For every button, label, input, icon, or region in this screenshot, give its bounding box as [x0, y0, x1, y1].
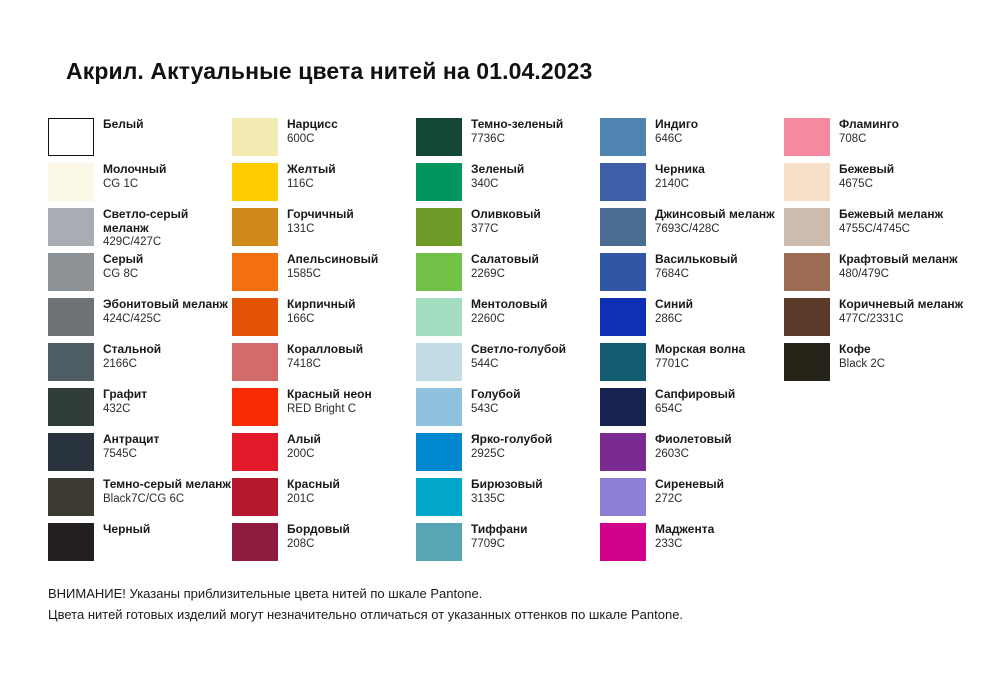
color-name: Черника	[655, 162, 705, 176]
swatch-text	[94, 118, 144, 132]
color-chip[interactable]	[416, 208, 462, 246]
color-name: Молочный	[103, 162, 167, 176]
color-code: CG 8C	[103, 267, 139, 280]
color-name: Коричневый меланж	[839, 297, 964, 311]
swatch-row[interactable]	[600, 118, 784, 163]
color-code: CG 1C	[103, 177, 139, 190]
color-chip[interactable]	[48, 118, 94, 156]
color-name: Красный	[287, 477, 340, 491]
color-chip[interactable]	[784, 163, 830, 201]
swatch-text	[278, 433, 321, 461]
swatch-row[interactable]	[784, 118, 968, 163]
color-code: 7684C	[655, 267, 689, 280]
color-code: 7709C	[471, 537, 505, 550]
color-name: Графит	[103, 387, 148, 401]
color-code: 544C	[471, 357, 499, 370]
color-chip[interactable]	[232, 253, 278, 291]
color-name: Красный неон	[287, 387, 372, 401]
color-name: Бордовый	[287, 522, 350, 536]
swatch-row[interactable]	[232, 343, 416, 388]
color-chip[interactable]	[232, 208, 278, 246]
color-chip[interactable]	[784, 253, 830, 291]
color-code: 2603C	[655, 447, 689, 460]
color-code: 7418C	[287, 357, 321, 370]
color-chip[interactable]	[416, 433, 462, 471]
swatch-text	[646, 298, 693, 326]
swatch-row[interactable]	[784, 298, 968, 343]
color-code: 201C	[287, 492, 315, 505]
color-chip[interactable]	[784, 118, 830, 156]
color-code: 2269C	[471, 267, 505, 280]
swatch-row[interactable]	[600, 253, 784, 298]
swatch-text	[94, 343, 161, 371]
color-chip[interactable]	[232, 523, 278, 561]
swatch-text	[462, 433, 552, 461]
color-chip[interactable]	[784, 298, 830, 336]
swatch-text	[94, 253, 143, 281]
color-code: 7545C	[103, 447, 137, 460]
color-code: 7736C	[471, 132, 505, 145]
color-code: 200C	[287, 447, 315, 460]
color-chip[interactable]	[416, 298, 462, 336]
swatch-row[interactable]	[600, 298, 784, 343]
color-name: Нарцисс	[287, 117, 338, 131]
color-name: Апельсиновый	[287, 252, 379, 266]
swatch-text	[462, 118, 563, 146]
color-code: 233C	[655, 537, 683, 550]
swatch-text	[462, 523, 528, 551]
swatch-row[interactable]	[600, 343, 784, 388]
color-code: 600C	[287, 132, 315, 145]
swatch-row[interactable]	[600, 478, 784, 523]
swatch-column	[600, 118, 784, 568]
swatch-row[interactable]	[48, 433, 232, 478]
swatch-row[interactable]	[784, 208, 968, 253]
color-name: Индиго	[655, 117, 699, 131]
swatch-text	[830, 343, 885, 371]
swatch-row[interactable]	[48, 118, 232, 163]
color-code: 286C	[655, 312, 683, 325]
color-name: Голубой	[471, 387, 521, 401]
color-chip[interactable]	[232, 118, 278, 156]
color-code: 2260C	[471, 312, 505, 325]
swatch-row[interactable]	[416, 208, 600, 253]
swatch-text	[462, 208, 541, 236]
color-name: Коралловый	[287, 342, 364, 356]
swatch-text	[462, 163, 524, 191]
swatch-text	[94, 388, 147, 416]
swatch-text	[646, 523, 714, 551]
color-chip[interactable]	[600, 343, 646, 381]
color-name: Желтый	[287, 162, 336, 176]
color-name: Белый	[103, 117, 144, 131]
swatch-row[interactable]	[232, 253, 416, 298]
swatch-text	[830, 298, 963, 326]
color-name: Джинсовый меланж	[655, 207, 775, 221]
color-name: Стальной	[103, 342, 162, 356]
swatch-row[interactable]	[416, 343, 600, 388]
swatch-row[interactable]	[232, 163, 416, 208]
color-chip[interactable]	[784, 208, 830, 246]
color-name: Зеленый	[471, 162, 525, 176]
swatch-row[interactable]	[416, 163, 600, 208]
color-chip[interactable]	[600, 388, 646, 426]
swatch-text	[278, 118, 338, 146]
color-name: Светло-серый меланж	[103, 207, 189, 235]
color-name: Темно-зеленый	[471, 117, 564, 131]
color-code: 7701C	[655, 357, 689, 370]
swatch-row[interactable]	[48, 208, 232, 253]
swatch-text	[94, 478, 231, 506]
color-code: 429C/427C	[103, 236, 162, 248]
color-code: 424C/425C	[103, 312, 162, 325]
color-code: 708C	[839, 132, 867, 145]
color-name: Оливковый	[471, 207, 541, 221]
color-name: Черный	[103, 522, 151, 536]
color-name: Сапфировый	[655, 387, 736, 401]
color-chip[interactable]	[600, 118, 646, 156]
swatch-text	[646, 163, 705, 191]
color-name: Бирюзовый	[471, 477, 543, 491]
color-chip[interactable]	[784, 343, 830, 381]
swatch-text	[646, 208, 775, 236]
color-code: Black7C/CG 6C	[103, 492, 185, 505]
color-chip[interactable]	[232, 343, 278, 381]
swatch-text	[646, 118, 698, 146]
color-code: 646C	[655, 132, 683, 145]
swatch-row[interactable]	[784, 163, 968, 208]
swatch-row[interactable]	[416, 118, 600, 163]
swatch-row[interactable]	[48, 298, 232, 343]
swatch-text	[278, 298, 356, 326]
swatch-row[interactable]	[232, 298, 416, 343]
color-name: Серый	[103, 252, 144, 266]
note-line: Цвета нитей готовых изделий могут незначительно отличаться от указанных оттенков по шкале Pantone.	[48, 607, 684, 622]
color-chip[interactable]	[48, 163, 94, 201]
color-chip[interactable]	[416, 163, 462, 201]
color-name: Бежевый	[839, 162, 895, 176]
swatch-text	[830, 118, 899, 146]
swatch-row[interactable]	[784, 253, 968, 298]
swatch-text	[278, 208, 354, 236]
color-chip[interactable]	[600, 523, 646, 561]
color-chip[interactable]	[48, 253, 94, 291]
color-name: Васильковый	[655, 252, 738, 266]
swatch-text	[278, 388, 372, 416]
color-chip[interactable]	[600, 433, 646, 471]
color-code: Black 2C	[839, 357, 886, 370]
color-code: 480/479C	[839, 267, 889, 280]
color-code: 432C	[103, 402, 131, 415]
swatch-text	[830, 253, 958, 281]
color-name: Кофе	[839, 342, 871, 356]
swatch-text	[646, 253, 738, 281]
color-code: 272C	[655, 492, 683, 505]
swatch-text	[646, 433, 732, 461]
color-code: RED Bright C	[287, 402, 357, 415]
color-code: 543C	[471, 402, 499, 415]
swatch-row[interactable]	[600, 208, 784, 253]
swatch-row[interactable]	[48, 163, 232, 208]
color-code: 1585C	[287, 267, 321, 280]
swatch-row[interactable]	[232, 433, 416, 478]
color-name: Темно-серый меланж	[103, 477, 231, 491]
color-name: Антрацит	[103, 432, 160, 446]
page-title: Акрил. Актуальные цвета нитей на 01.04.2023	[66, 58, 593, 84]
color-code: 131C	[287, 222, 315, 235]
color-name: Сиреневый	[655, 477, 724, 491]
color-code: 2140C	[655, 177, 689, 190]
color-chip[interactable]	[232, 163, 278, 201]
swatch-text	[646, 478, 724, 506]
swatch-row[interactable]	[232, 478, 416, 523]
color-chip[interactable]	[600, 163, 646, 201]
color-code: 477C/2331C	[839, 312, 904, 325]
swatch-row[interactable]	[600, 433, 784, 478]
swatch-row[interactable]	[416, 433, 600, 478]
swatch-column	[416, 118, 600, 568]
swatch-row[interactable]	[600, 388, 784, 433]
color-code: 340C	[471, 177, 499, 190]
swatch-row[interactable]	[48, 523, 232, 568]
swatch-row[interactable]	[48, 343, 232, 388]
swatch-text	[278, 478, 340, 506]
color-chip[interactable]	[416, 478, 462, 516]
swatch-text	[94, 433, 159, 461]
swatch-columns	[48, 118, 968, 568]
color-code: 377C	[471, 222, 499, 235]
swatch-column	[232, 118, 416, 568]
swatch-column	[784, 118, 968, 568]
swatch-row[interactable]	[416, 478, 600, 523]
color-chip[interactable]	[48, 208, 94, 246]
swatch-text	[646, 343, 745, 371]
color-code: 2925C	[471, 447, 505, 460]
swatch-row[interactable]	[48, 253, 232, 298]
color-code: 208C	[287, 537, 315, 550]
color-name: Кирпичный	[287, 297, 356, 311]
color-chip[interactable]	[232, 298, 278, 336]
swatch-row[interactable]	[48, 478, 232, 523]
color-chip[interactable]	[416, 388, 462, 426]
color-chip[interactable]	[416, 523, 462, 561]
swatch-row[interactable]	[232, 523, 416, 568]
swatch-text	[462, 298, 547, 326]
color-chip[interactable]	[600, 298, 646, 336]
swatch-row[interactable]	[416, 253, 600, 298]
color-code: 2166C	[103, 357, 137, 370]
swatch-text	[94, 298, 228, 326]
color-name: Бежевый меланж	[839, 207, 944, 221]
color-chip[interactable]	[232, 433, 278, 471]
swatch-text	[278, 163, 336, 191]
swatch-text	[278, 343, 363, 371]
color-chip[interactable]	[600, 208, 646, 246]
color-name: Алый	[287, 432, 321, 446]
swatch-row[interactable]	[416, 388, 600, 433]
color-code: 166C	[287, 312, 315, 325]
color-chip[interactable]	[48, 433, 94, 471]
swatch-text	[830, 208, 943, 236]
swatch-text	[462, 343, 566, 371]
color-chip[interactable]	[48, 523, 94, 561]
color-chip[interactable]	[416, 343, 462, 381]
color-name: Светло-голубой	[471, 342, 567, 356]
color-name: Ментоловый	[471, 297, 548, 311]
swatch-text	[278, 253, 378, 281]
color-name: Эбонитовый меланж	[103, 297, 228, 311]
color-name: Синий	[655, 297, 694, 311]
swatch-row[interactable]	[600, 523, 784, 568]
color-chip[interactable]	[600, 478, 646, 516]
color-name: Крафтовый меланж	[839, 252, 958, 266]
swatch-column	[48, 118, 232, 568]
swatch-text	[462, 388, 521, 416]
swatch-row[interactable]	[232, 388, 416, 433]
color-name: Салатовый	[471, 252, 539, 266]
color-code: 7693C/428C	[655, 222, 720, 235]
swatch-row[interactable]	[232, 118, 416, 163]
color-name: Фламинго	[839, 117, 899, 131]
swatch-text	[94, 163, 166, 191]
swatch-text	[94, 208, 232, 250]
color-chip[interactable]	[600, 253, 646, 291]
color-chip[interactable]	[416, 253, 462, 291]
color-code: 3135C	[471, 492, 505, 505]
color-name: Морская волна	[655, 342, 746, 356]
color-chip[interactable]	[48, 388, 94, 426]
swatch-row[interactable]	[416, 298, 600, 343]
color-name: Тиффани	[471, 522, 528, 536]
color-chip[interactable]	[48, 343, 94, 381]
swatch-text	[462, 478, 543, 506]
swatch-text	[646, 388, 735, 416]
swatch-row[interactable]	[48, 388, 232, 433]
color-chip[interactable]	[48, 298, 94, 336]
note-line: ВНИМАНИЕ! Указаны приблизительные цвета нитей по шкале Pantone.	[48, 586, 483, 601]
color-name: Маджента	[655, 522, 715, 536]
color-chip[interactable]	[48, 478, 94, 516]
swatch-row[interactable]	[232, 208, 416, 253]
color-name: Ярко-голубой	[471, 432, 553, 446]
swatch-text	[462, 253, 539, 281]
color-chip[interactable]	[232, 478, 278, 516]
color-name: Фиолетовый	[655, 432, 732, 446]
color-chip[interactable]	[416, 118, 462, 156]
swatch-text	[94, 523, 150, 537]
swatch-row[interactable]	[600, 163, 784, 208]
color-chip[interactable]	[232, 388, 278, 426]
color-code: 4755C/4745C	[839, 222, 910, 235]
color-name: Горчичный	[287, 207, 354, 221]
swatch-text	[278, 523, 350, 551]
color-code: 654C	[655, 402, 683, 415]
swatch-row[interactable]	[416, 523, 600, 568]
color-code: 4675C	[839, 177, 873, 190]
notes-block	[48, 583, 978, 625]
color-code: 116C	[287, 177, 314, 190]
swatch-text	[830, 163, 894, 191]
swatch-row[interactable]	[784, 343, 968, 388]
